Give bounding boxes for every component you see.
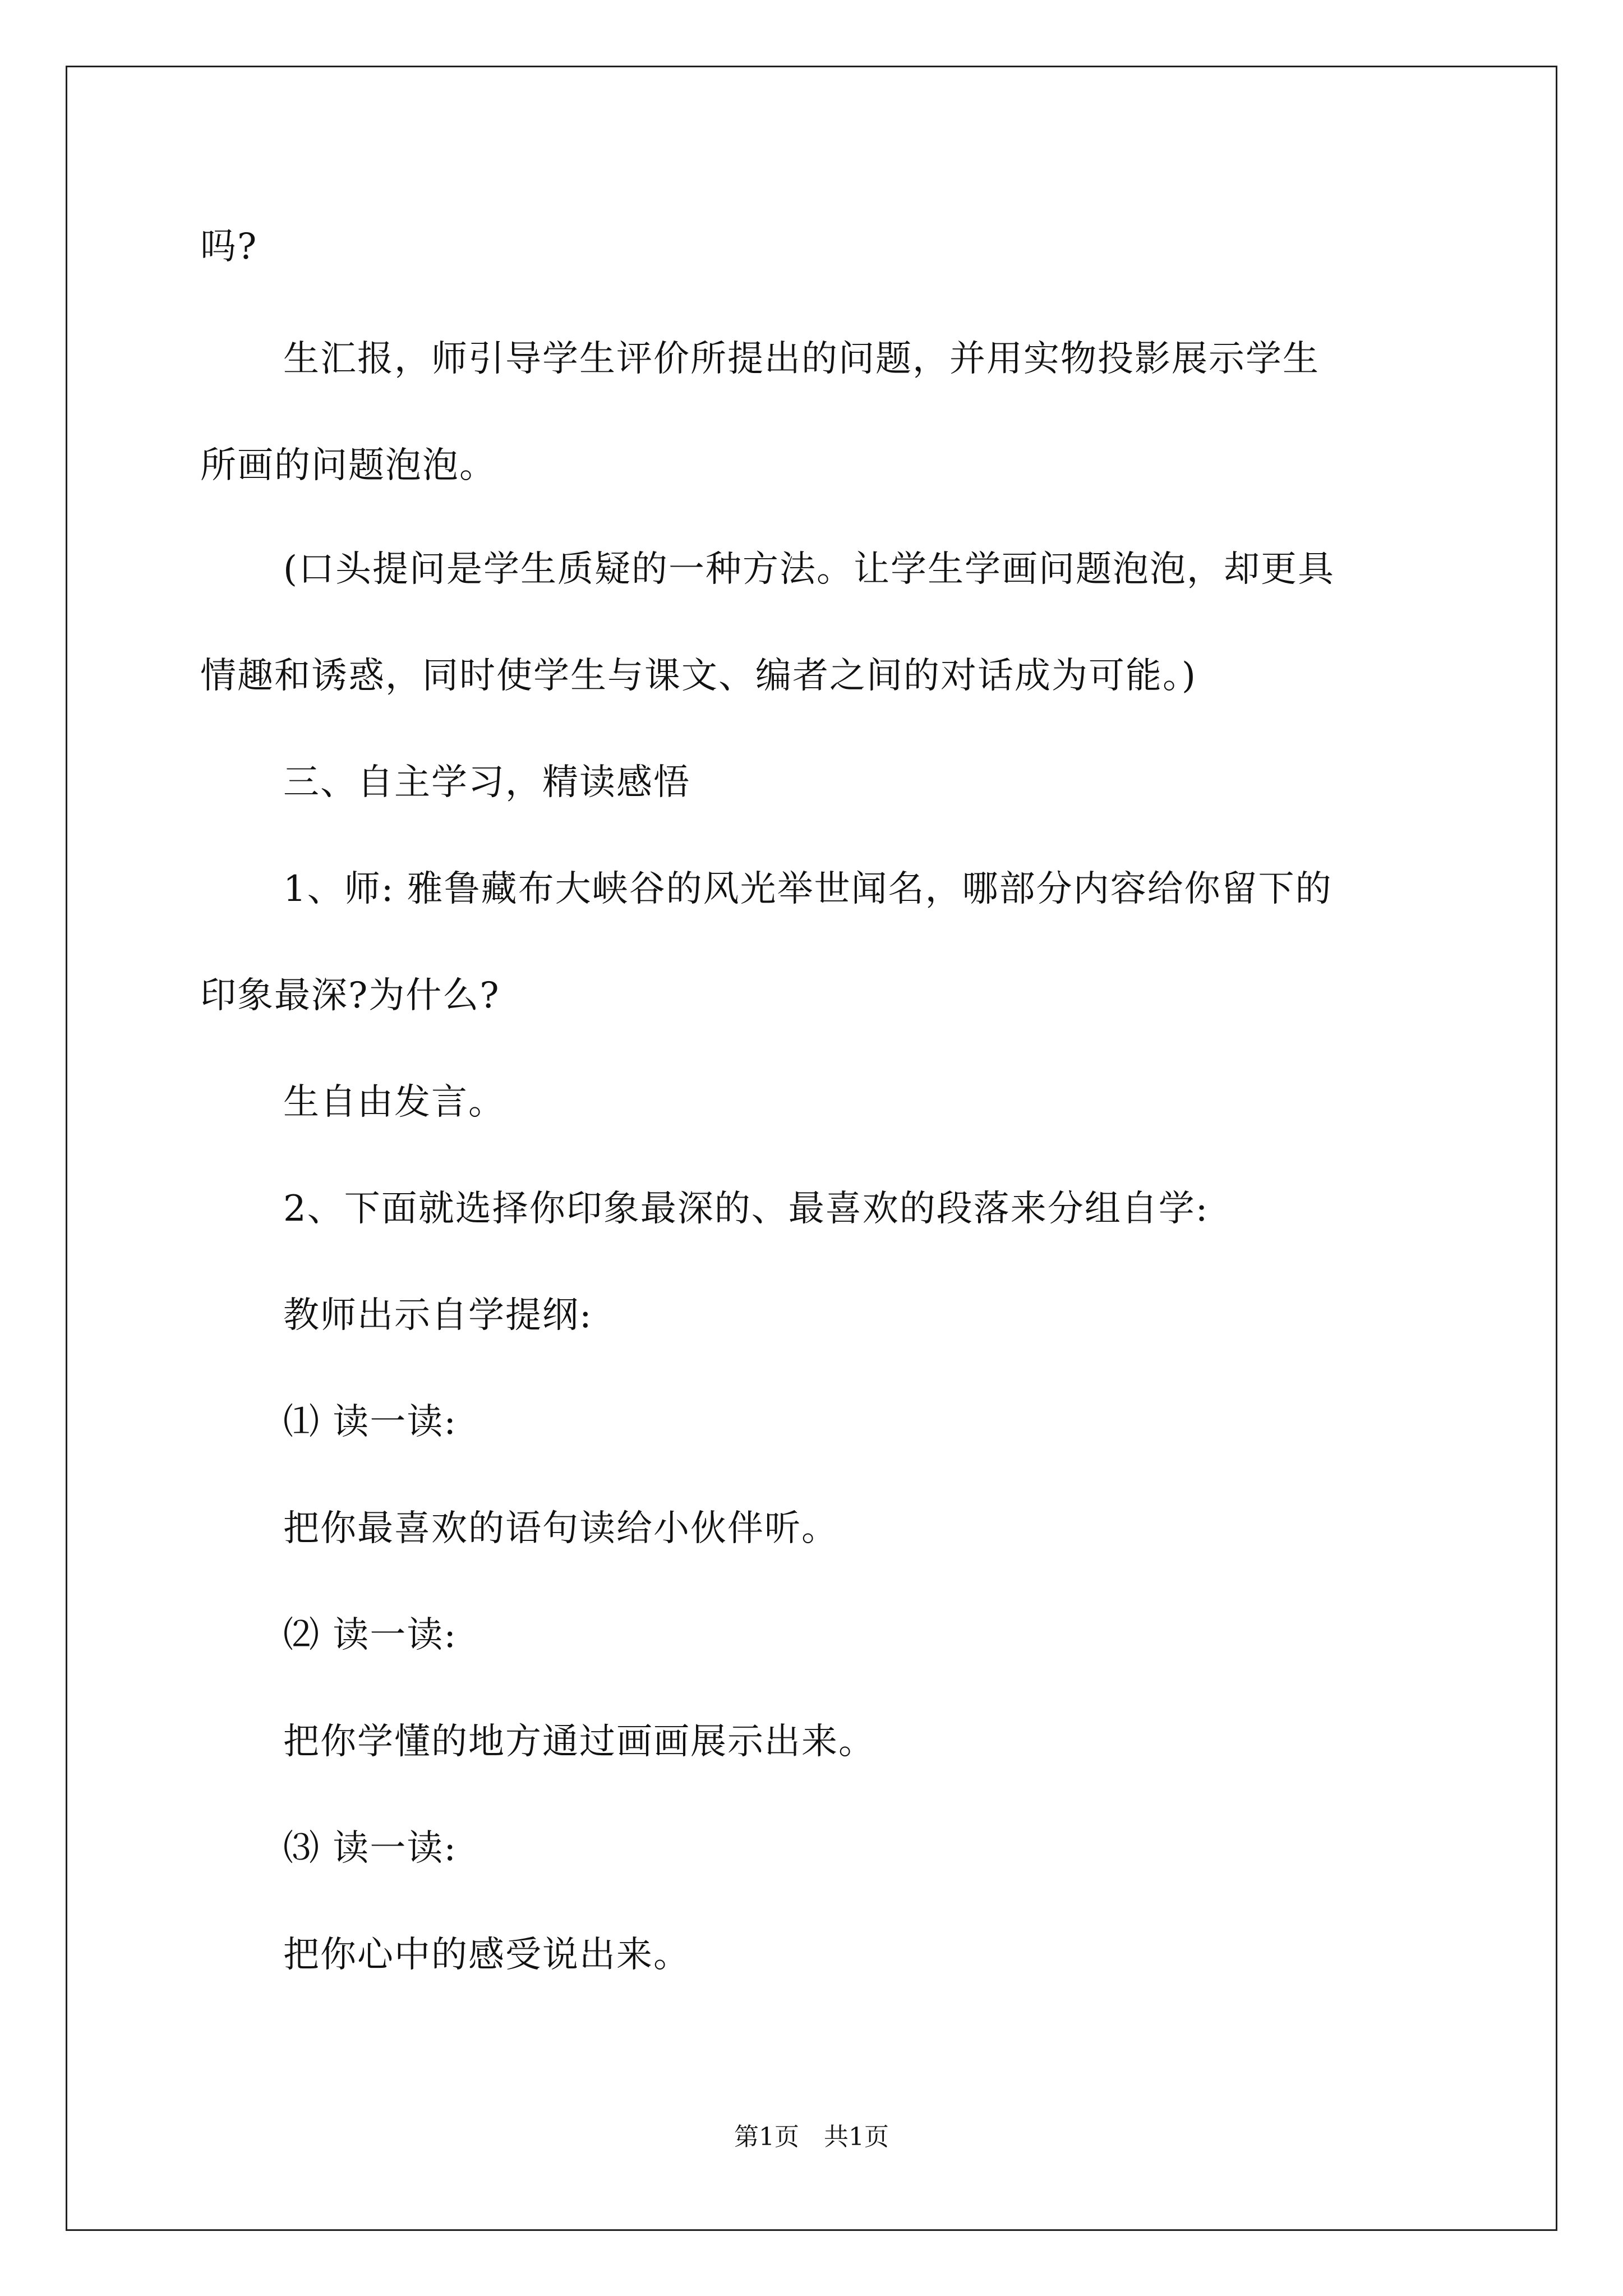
text-line: 把你学懂的地方通过画画展示出来。 xyxy=(283,1721,875,1763)
text-line: (口头提问是学生质疑的一种方法。让学生学画问题泡泡，却更具 xyxy=(283,549,1335,590)
page-frame xyxy=(66,66,1557,2231)
text-line: 把你最喜欢的语句读给小伙伴听。 xyxy=(283,1508,838,1549)
list-item-heading: ⑶ 读一读: xyxy=(283,1828,457,1869)
section-heading: 三、自主学习，精读感悟 xyxy=(283,762,690,803)
text-line: 2、下面就选择你印象最深的、最喜欢的段落来分组自学: xyxy=(283,1188,1209,1230)
list-item-heading: ⑴ 读一读: xyxy=(283,1401,457,1443)
text-line: 教师出示自学提纲: xyxy=(283,1295,593,1336)
text-line: 把你心中的感受说出来。 xyxy=(283,1934,690,1976)
text-line: 印象最深?为什么? xyxy=(200,975,500,1016)
page-footer: 第1页 共1页 xyxy=(734,2123,889,2151)
text-line: 吗? xyxy=(200,226,258,268)
text-line: 生汇报，师引导学生评价所提出的问题，并用实物投影展示学生 xyxy=(283,338,1320,380)
text-line: 1、师: 雅鲁藏布大峡谷的风光举世闻名，哪部分内容给你留下的 xyxy=(283,868,1332,910)
list-item-heading: ⑵ 读一读: xyxy=(283,1614,457,1656)
text-line: 所画的问题泡泡。 xyxy=(200,445,496,486)
text-line: 情趣和诱惑，同时使学生与课文、编者之间的对话成为可能。) xyxy=(200,655,1197,697)
text-line: 生自由发言。 xyxy=(283,1082,505,1123)
